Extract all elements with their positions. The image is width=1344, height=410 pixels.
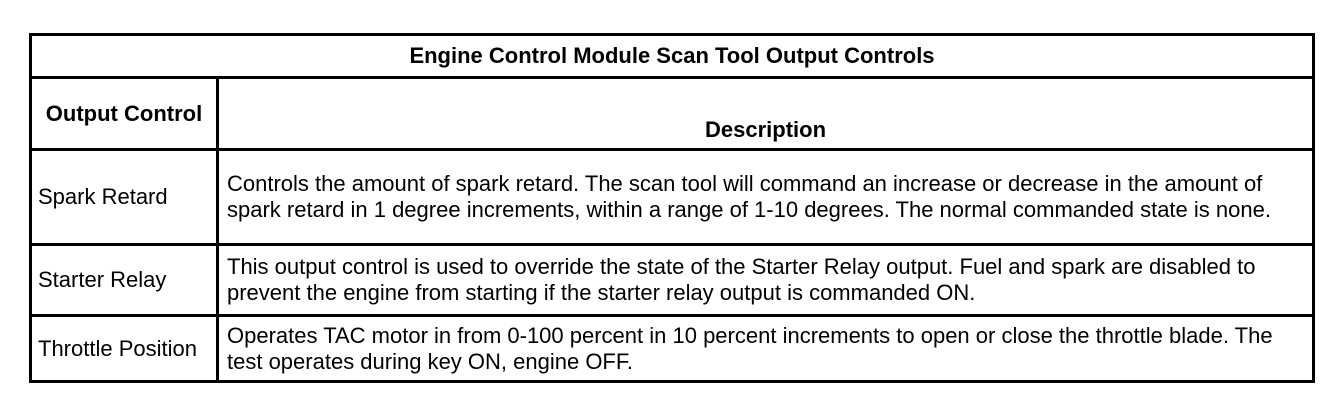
output-control-description: Operates TAC motor in from 0-100 percent in 10 percent increments to open or close the throttle blade. The test operates during key ON, engine OFF. xyxy=(218,316,1314,382)
table-title-row xyxy=(31,35,1314,78)
output-control-name: Spark Retard xyxy=(31,150,218,245)
table-title: Engine Control Module Scan Tool Output Controls xyxy=(31,35,1314,78)
output-control-description: This output control is used to override the state of the Starter Relay output. Fuel and spark are disabled to prevent the engine from starting if the starter relay output is commanded ON. xyxy=(218,245,1314,316)
table-row xyxy=(31,316,1314,382)
output-controls-table-container xyxy=(29,33,1315,383)
output-controls-table xyxy=(29,33,1315,383)
column-header-output-control: Output Control xyxy=(31,78,218,150)
output-control-name: Throttle Position xyxy=(31,316,218,382)
table-row xyxy=(31,150,1314,245)
output-control-name: Starter Relay xyxy=(31,245,218,316)
output-control-description: Controls the amount of spark retard. The scan tool will command an increase or decrease in the amount of spark retard in 1 degree increments, within a range of 1-10 degrees. The normal commanded state is none. xyxy=(218,150,1314,245)
table-header-row xyxy=(31,78,1314,150)
table-row xyxy=(31,245,1314,316)
column-header-description: Description xyxy=(218,78,1314,150)
